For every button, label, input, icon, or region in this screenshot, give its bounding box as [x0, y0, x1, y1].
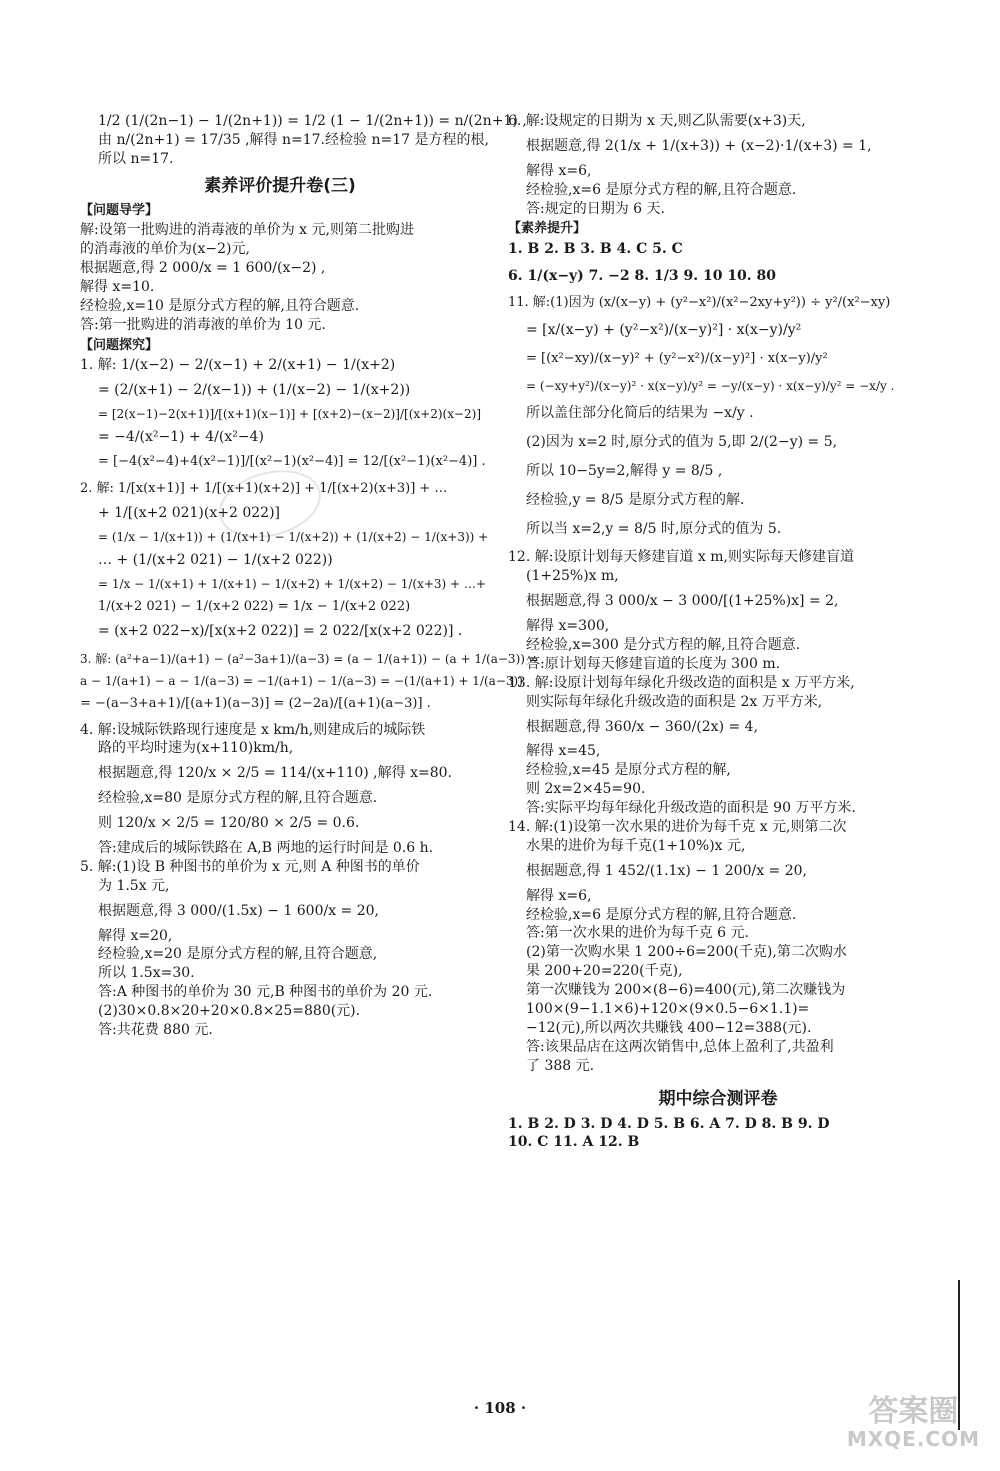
- text-line: 经检验,x=300 是分式方程的解,且符合题意.: [526, 636, 801, 653]
- text-line: (2)因为 x=2 时,原分式的值为 5,即 2/(2−y) = 5,: [526, 433, 838, 450]
- text-line: 果 200+20=220(千克),: [526, 963, 683, 980]
- text-line: 根据题意,得 120/x × 2/5 = 114/(x+110) ,解得 x=80.: [98, 765, 452, 782]
- text-line: 根据题意,得 2(1/x + 1/(x+3)) + (x−2)·1/(x+3) = 1,: [526, 137, 872, 154]
- text-line: 13. 解:设原计划每年绿化升级改造的面积是 x 万平方米,: [508, 674, 855, 691]
- text-line: = −4/(x²−1) + 4/(x²−4): [98, 429, 264, 446]
- text-line: 解得 x=6,: [526, 887, 592, 904]
- text-line: 答:该果品店在这两次销售中,总体上盈利了,共盈利: [526, 1038, 834, 1055]
- text-line: 100×(9−1.1×6)+120×(9×0.5−6×1.1)=: [526, 1001, 810, 1017]
- text-line: 则 2x=2×45=90.: [526, 781, 646, 798]
- text-line: 3. 解: (a²+a−1)/(a+1) − (a²−3a+1)/(a−3) = (a − 1/(a+1)) − (a + 1/(a−3)) =: [80, 651, 539, 666]
- text-line: 解得 x=10.: [80, 278, 155, 295]
- text-line: 1. 解: 1/(x−2) − 2/(x−1) + 2/(x+1) − 1/(x+2): [80, 357, 396, 374]
- text-line: = [2(x−1)−2(x+1)]/[(x+1)(x−1)] + [(x+2)−(x−2)]/[(x+2)(x−2)]: [98, 406, 482, 421]
- text-line: = (2/(x+1) − 2/(x−1)) + (1/(x−2) − 1/(x+2)): [98, 381, 411, 398]
- tag-guide: 【问题导学】: [80, 202, 159, 218]
- text-line: = (−xy+y²)/(x−y)² · x(x−y)/y² = −y/(x−y) · x(x−y)/y² = −x/y .: [526, 378, 895, 393]
- text-line: (1+25%)x m,: [526, 568, 619, 585]
- text-line: 则实际每年绿化升级改造的面积是 2x 万平方米,: [526, 693, 823, 710]
- text-line: 解得 x=20,: [98, 927, 173, 944]
- text-line: 经检验,x=6 是原分式方程的解,且符合题意.: [526, 181, 797, 198]
- text-line: = 1/x − 1/(x+1) + 1/(x+1) − 1/(x+2) + 1/(x+2) − 1/(x+3) + …+: [98, 576, 486, 591]
- q6-block: [508, 112, 928, 218]
- text-line: 经检验,x=80 是原分式方程的解,且符合题意.: [98, 790, 378, 807]
- text-line: 10. C 11. A 12. B: [508, 1134, 640, 1151]
- text-line: 根据题意,得 360/x − 360/(2x) = 4,: [526, 718, 759, 735]
- text-line: 为 1.5x 元,: [98, 877, 170, 894]
- text-line: 所以 10−5y=2,解得 y = 8/5 ,: [526, 462, 723, 479]
- text-line: 经检验,x=10 是原分式方程的解,且符合题意.: [80, 297, 360, 314]
- text-line: 1. B 2. B 3. B 4. C 5. C: [508, 241, 683, 257]
- tag-explore: 【问题探究】: [80, 337, 159, 353]
- q13-block: [508, 674, 928, 818]
- text-line: 根据题意,得 3 000/x − 3 000/[(1+25%)x] = 2,: [526, 593, 839, 610]
- text-line: 答:原计划每天修建盲道的长度为 300 m.: [526, 655, 781, 672]
- text-line: 1. B 2. D 3. D 4. D 5. B 6. A 7. D 8. B 9. D: [508, 1115, 830, 1132]
- watermark-site: MXQE.COM: [846, 1427, 980, 1451]
- text-line: 了 388 元.: [526, 1057, 595, 1074]
- text-line: 5. 解:(1)设 B 种图书的单价为 x 元,则 A 种图书的单价: [80, 858, 420, 875]
- text-line: 2. 解: 1/[x(x+1)] + 1/[(x+1)(x+2)] + 1/[(x+2)(x+3)] + …: [80, 481, 448, 497]
- text-line: 答:建成后的城际铁路在 A,B 两地的运行时间是 0.6 h.: [98, 839, 434, 856]
- text-line: 第一次赚钱为 200×(8−6)=400(元),第二次赚钱为: [526, 982, 846, 999]
- text-line: (2)30×0.8×20+20×0.8×25=880(元).: [98, 1003, 361, 1020]
- text-line: 根据题意,得 3 000/(1.5x) − 1 600/x = 20,: [98, 902, 379, 919]
- midterm-answers: [508, 1115, 928, 1153]
- text-line: 所以 1.5x=30.: [98, 965, 195, 982]
- text-line: 12. 解:设原计划每天修建盲道 x m,则实际每天修建盲道: [508, 549, 854, 566]
- text-line: 经检验,x=6 是原分式方程的解,且符合题意.: [526, 906, 797, 923]
- text-line: 经检验,x=45 是原分式方程的解,: [526, 762, 731, 779]
- watermark-text: 答案圈: [868, 1394, 959, 1429]
- text-line: 所以 n=17.: [98, 150, 174, 167]
- left-column: [80, 112, 539, 1040]
- text-line: 6. 解:设规定的日期为 x 天,则乙队需要(x+3)天,: [508, 113, 806, 129]
- text-line: a − 1/(a+1) − a − 1/(a−3) = −1/(a+1) − 1/(a−3) = −(1/(a+1) + 1/(a−3)): [80, 673, 523, 688]
- text-line: 根据题意,得 2 000/x = 1 600/(x−2) ,: [80, 259, 326, 276]
- choice-answers: [508, 240, 928, 286]
- text-line: = −(a−3+a+1)/[(a+1)(a−3)] = (2−2a)/[(a+1)(a−3)] .: [80, 695, 431, 711]
- section-title: 素养评价提升卷(三): [204, 175, 356, 196]
- text-line: 答:共花费 880 元.: [98, 1021, 213, 1038]
- text-line: 根据题意,得 1 452/(1.1x) − 1 200/x = 20,: [526, 862, 807, 879]
- text-line: 14. 解:(1)设第一次水果的进价为每千克 x 元,则第二次: [508, 818, 847, 835]
- text-line: 解得 x=45,: [526, 743, 601, 760]
- text-line: 所以当 x=2,y = 8/5 时,原分式的值为 5.: [526, 520, 782, 537]
- text-line: 1/2 (1/(2n−1) − 1/(2n+1)) = 1/2 (1 − 1/(2n+1)) = n/(2n+1) ,: [98, 113, 527, 129]
- text-line: … + (1/(x+2 021) − 1/(x+2 022)): [98, 552, 333, 569]
- text-line: = [−4(x²−4)+4(x²−1)]/[(x²−1)(x²−4)] = 12/[(x²−1)(x²−4)] .: [98, 453, 486, 469]
- text-line: 经检验,x=20 是原分式方程的解,且符合题意,: [98, 946, 378, 963]
- text-line: 答:A 种图书的单价为 30 元,B 种图书的单价为 20 元.: [98, 984, 433, 1001]
- text-line: 答:第一批购进的消毒液的单价为 10 元.: [80, 316, 326, 333]
- text-line: 答:实际平均每年绿化升级改造的面积是 90 万平方米.: [526, 800, 856, 817]
- text-line: 经检验,y = 8/5 是原分式方程的解.: [526, 491, 745, 508]
- text-line: 的消毒液的单价为(x−2)元,: [80, 241, 250, 258]
- intro-block: [80, 112, 527, 169]
- text-line: 路的平均时速为(x+110)km/h,: [98, 740, 294, 757]
- section-title-midterm: 期中综合测评卷: [658, 1088, 778, 1109]
- right-column: [508, 112, 928, 1152]
- text-line: −12(元),所以两次共赚钱 400−12=388(元).: [526, 1019, 812, 1036]
- text-line: 则 120/x × 2/5 = 120/80 × 2/5 = 0.6.: [98, 815, 360, 832]
- text-line: 1/(x+2 021) − 1/(x+2 022) = 1/x − 1/(x+2 022): [98, 599, 411, 615]
- text-line: = (1/x − 1/(x+1)) + (1/(x+1) − 1/(x+2)) + (1/(x+2) − 1/(x+3)) +: [98, 529, 489, 544]
- text-line: 解:设第一批购进的消毒液的单价为 x 元,则第二批购进: [80, 222, 414, 239]
- tag-improve: 【素养提升】: [508, 221, 587, 237]
- explore-block: [80, 356, 539, 1040]
- page-number: · 108 ·: [473, 1399, 527, 1417]
- text-line: 水果的进价为每千克(1+10%)x 元,: [526, 837, 746, 854]
- text-line: 答:第一次水果的进价为每千克 6 元.: [526, 925, 749, 942]
- text-line: = [x/(x−y) + (y²−x²)/(x−y)²] · x(x−y)/y²: [526, 322, 802, 339]
- text-line: 11. 解:(1)因为 (x/(x−y) + (y²−x²)/(x²−2xy+y²)) ÷ y²/(x²−xy): [508, 294, 891, 310]
- text-line: 答:规定的日期为 6 天.: [526, 200, 665, 217]
- q11-block: [508, 294, 928, 539]
- text-line: 所以盖住部分化简后的结果为 −x/y .: [526, 404, 754, 421]
- text-line: 由 n/(2n+1) = 17/35 ,解得 n=17.经检验 n=17 是方程的根,: [98, 131, 489, 148]
- text-line: 解得 x=300,: [526, 618, 610, 635]
- text-line: + 1/[(x+2 021)(x+2 022)]: [98, 505, 280, 521]
- text-line: (2)第一次购水果 1 200÷6=200(千克),第二次购水: [526, 944, 847, 961]
- text-line: 4. 解:设城际铁路现行速度是 x km/h,则建成后的城际铁: [80, 721, 426, 738]
- text-line: = (x+2 022−x)/[x(x+2 022)] = 2 022/[x(x+2 022)] .: [98, 622, 463, 639]
- guide-block: [80, 221, 480, 334]
- watermark-logo: [847, 1395, 980, 1450]
- q14-block: [508, 818, 928, 1076]
- text-line: 6. 1/(x−y) 7. −2 8. 1/3 9. 10 10. 80: [508, 267, 777, 284]
- q12-block: [508, 548, 928, 673]
- text-line: = [(x²−xy)/(x−y)² + (y²−x²)/(x−y)²] · x(x−y)/y²: [526, 351, 828, 367]
- text-line: 解得 x=6,: [526, 162, 592, 179]
